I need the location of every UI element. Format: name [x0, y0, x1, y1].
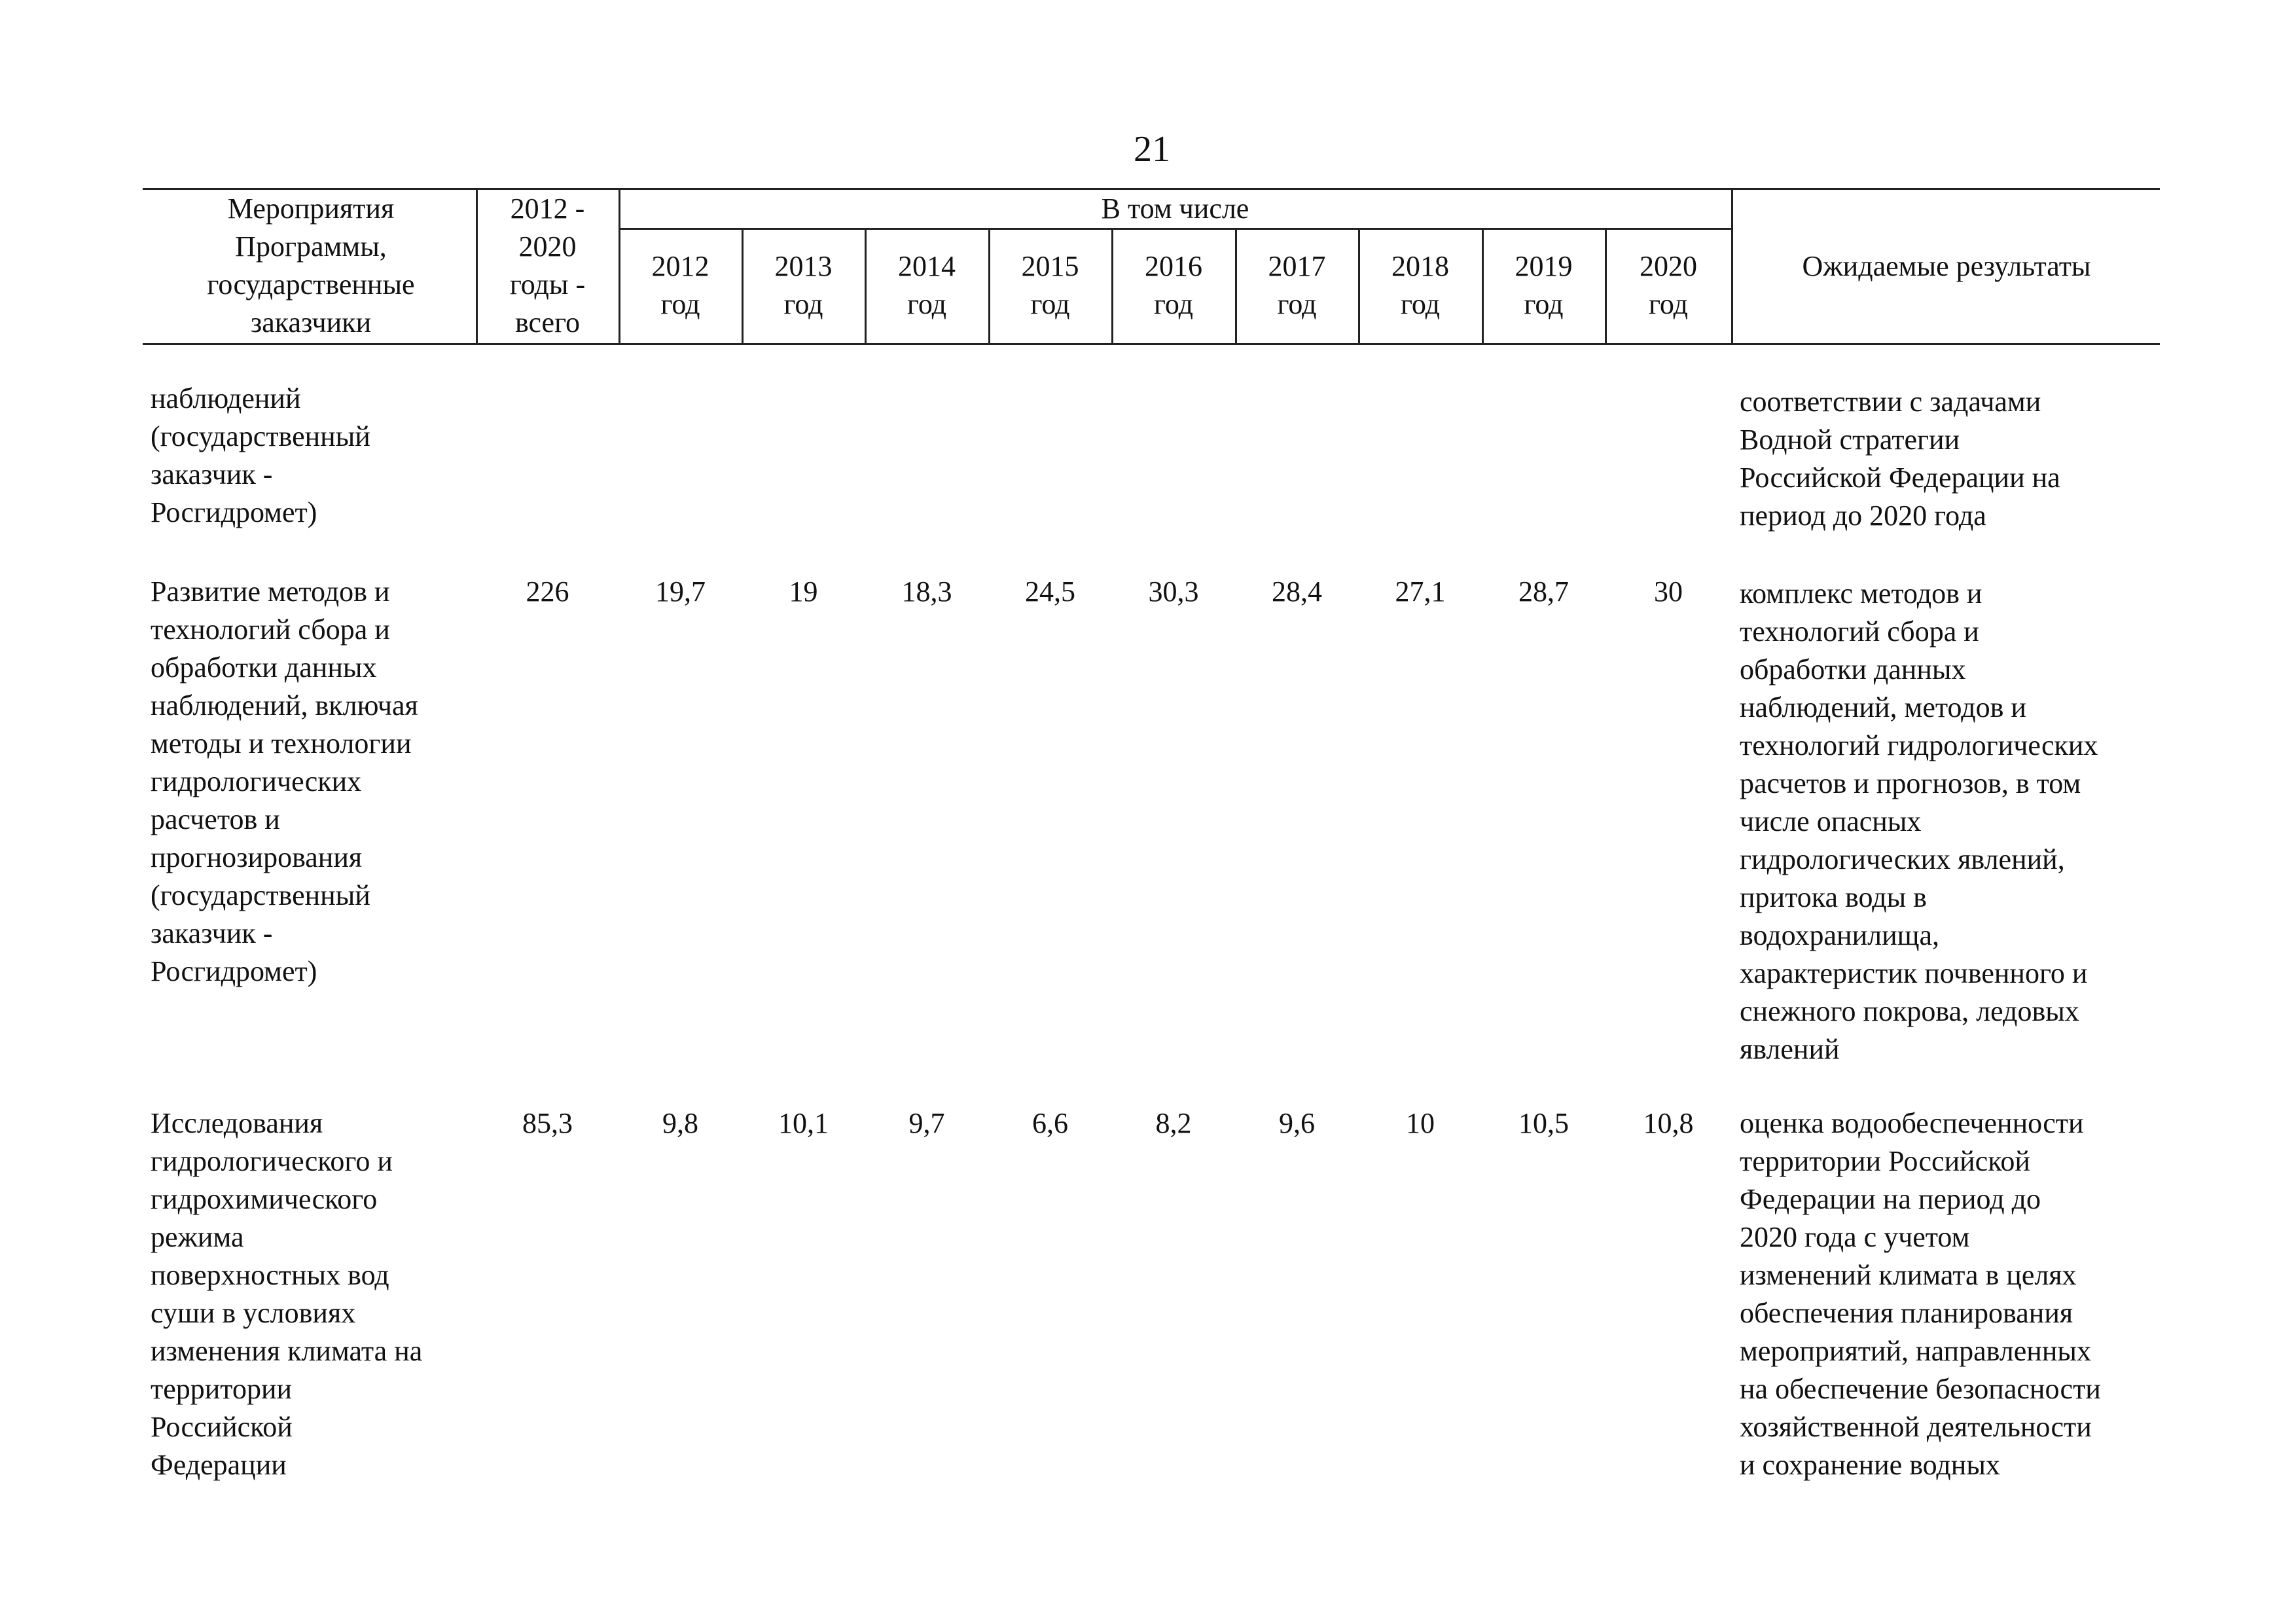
row-total: 85,3	[522, 1107, 573, 1139]
header-total: 2012 - 2020 годы - всего	[509, 192, 586, 338]
row-results: соответствии с задачами Водной стратегии Российской Федерации на период до 2020 года	[1740, 386, 2060, 532]
row-value: 30	[1654, 575, 1683, 608]
header-bottom-rule	[143, 343, 2160, 345]
header-year: 2018 год	[1391, 250, 1449, 320]
header-activities: Мероприятия Программы, государственные заказчики	[207, 192, 415, 338]
row-value: 19,7	[655, 575, 706, 608]
row-results: оценка водообеспеченности территории Российской Федерации на период до 2020 года с учетом изменений климата в целях обеспечения планирования мероприятий, направленных на обеспечение безопасности хозяйственной деятельности и сохранение водных	[1740, 1107, 2101, 1481]
row-value: 28,7	[1518, 575, 1569, 608]
row-value: 9,7	[908, 1107, 945, 1139]
row-value: 10,8	[1643, 1107, 1694, 1139]
row-value: 6,6	[1032, 1107, 1068, 1139]
row-value: 19	[789, 575, 818, 608]
row-total: 226	[526, 575, 569, 608]
header-results: Ожидаемые результаты	[1802, 250, 2091, 282]
row-value: 8,2	[1155, 1107, 1192, 1139]
header-year: 2020 год	[1640, 250, 1697, 320]
row-activity: Развитие методов и технологий сбора и обработки данных наблюдений, включая методы и технологии гидрологических расчетов и прогнозирования (государственный заказчик - Росгидромет)	[151, 575, 418, 987]
page-number: 21	[1134, 129, 1170, 170]
row-value: 10,5	[1518, 1107, 1569, 1139]
row-value: 28,4	[1272, 575, 1322, 608]
row-value: 30,3	[1148, 575, 1199, 608]
row-value: 27,1	[1395, 575, 1446, 608]
row-value: 9,8	[662, 1107, 698, 1139]
header-year: 2017 год	[1268, 250, 1326, 320]
row-activity: Исследования гидрологического и гидрохимического режима поверхностных вод суши в условиях изменения климата на территории Российской Федерации	[151, 1107, 423, 1481]
row-value: 18,3	[901, 575, 952, 608]
row-results: комплекс методов и технологий сбора и обработки данных наблюдений, методов и технологий гидрологических расчетов и прогнозов, в том числе опасных гидрологических явлений, притока воды в водохранилища, характеристик почвенного и снежного покрова, ледовых явлений	[1740, 577, 2098, 1065]
header-year: 2014 год	[898, 250, 956, 320]
row-value: 10,1	[778, 1107, 829, 1139]
header-including: В том числе	[1101, 192, 1249, 225]
header-year: 2013 год	[774, 250, 833, 320]
header-year: 2012 год	[651, 250, 709, 320]
row-value: 9,6	[1279, 1107, 1315, 1139]
header-year: 2015 год	[1021, 250, 1079, 320]
row-value: 24,5	[1025, 575, 1075, 608]
years-subheader-rule	[619, 228, 1733, 230]
row-activity: наблюдений (государственный заказчик - Росгидромет)	[151, 382, 370, 528]
header-year: 2016 год	[1145, 250, 1202, 320]
header-year: 2019 год	[1515, 250, 1573, 320]
row-value: 10	[1406, 1107, 1435, 1139]
